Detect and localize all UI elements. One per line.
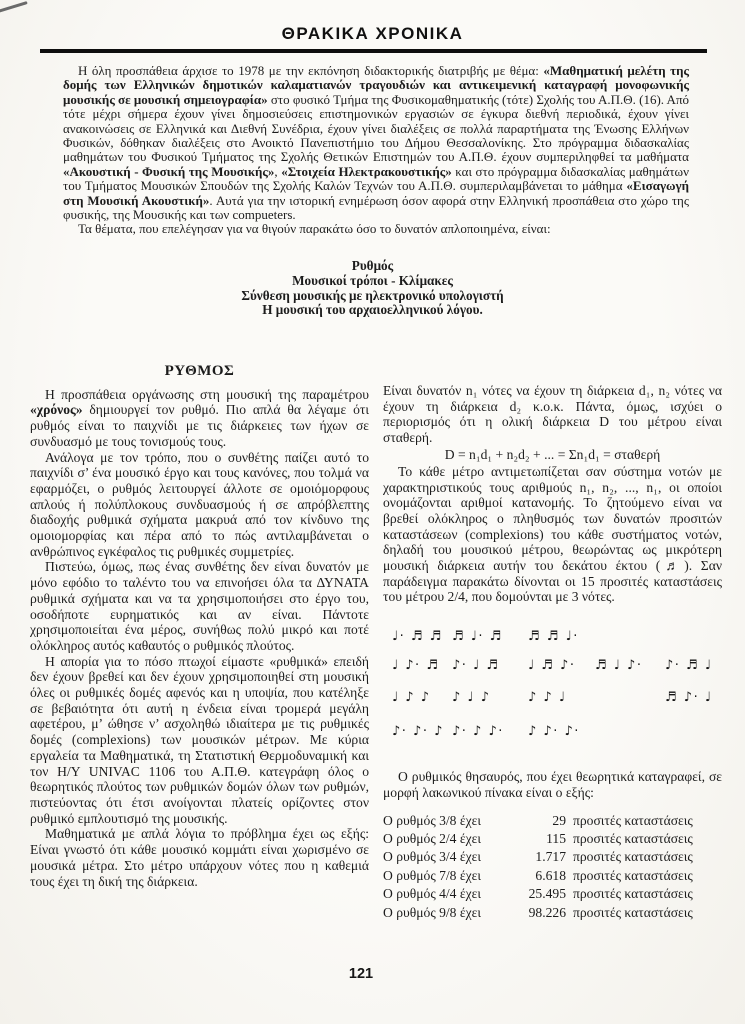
intro-text: . Αυτά για την ιστορική ενημέρωση όσον αφορά στην Ελληνική προσπάθεια στο χώρο της φυσικής, της Μουσικής και των compueters. <box>63 192 690 223</box>
left-column <box>30 360 369 922</box>
paragraph-complexions: Το κάθε μέτρο αντιμετωπίζεται σαν σύστημα νοτών με χαρακτηριστικούς τους αριθμούς n₁, n₂, ..., n₁, οι οποίοι ονομάζονται αριθμοί κατανομής. Το ζητούμενο είναι να βρεθεί ολόκληρος ο πληθυσμός των δυνατών προσιτών καταστάσεων (complexions) του κάθε συστήματος νοτών, δηλαδή του μουσικού μέτρου, θεωρώντας ως μικρότερη μουσική διάρκεια αυτήν του δεκάτου έκτου (♬). Σαν παράδειγμα παρακάτω δίνονται οι 15 προσιτές καταστάσεις του μέτρου 2/4, που δομούνται με 3 νότες. <box>383 463 722 605</box>
rhythm-suffix: προσιτές καταστάσεις <box>573 812 693 828</box>
rhythm-label: Ο ρυθμός 7/8 έχει <box>383 867 481 883</box>
theme-item: Μουσικοί τρόποι - Κλίμακες <box>292 272 453 288</box>
rhythm-label: Ο ρυθμός 4/4 έχει <box>383 886 481 902</box>
paragraph-rhythm-definition <box>30 387 369 450</box>
note-group: ♪· ♬ ♩ <box>665 658 713 674</box>
page-number: 121 <box>348 966 374 982</box>
rhythm-label: Ο ρυθμός 9/8 έχει <box>383 904 481 920</box>
paragraph-math-problem: Μαθηματικά με απλά λόγια το πρόβλημα έχει ως εξής: Είναι γνωστό ότι κάθε μουσικό κομμάτι είναι χωρισμένο σε μουσικά μέτρα. Στο μέτρο υπάρχουν νότες που η καθεμιά τους έχει τη δική της διάρκεια. <box>30 826 369 889</box>
note-group: ♩ ♪· ♬ <box>392 658 440 674</box>
thesis-title: «Μαθηματική μελέτη της δομής των Ελληνικών δημοτικών καλαματιανών τραγουδιών και αντικειμενική καταγραφή μονοφωνικής μουσικής σε μουσική σημειογραφία» <box>63 63 689 107</box>
intro-text: Η όλη προσπάθεια άρχισε το 1978 με την εκπόνηση διδακτορικής διατριβής με θέμα: <box>78 63 544 78</box>
rhythm-count: 1.717 <box>535 849 566 865</box>
note-group: ♪· ♪· ♪ <box>392 724 444 740</box>
bold-term-chronos: «χρόνος» <box>30 402 83 418</box>
rhythm-label: Ο ρυθμός 3/4 έχει <box>383 849 481 865</box>
intro-section <box>63 64 689 237</box>
rhythm-count: 6.618 <box>535 867 566 883</box>
theme-item: Ρυθμός <box>351 258 394 273</box>
paragraph-composer-game: Ανάλογα με τον τρόπο, που ο συνθέτης παίζει αυτό το παιχνίδι σ’ ένα μουσικό έργο και τους κανόνες, που τολμά να εφαρμόζει, ο ρυθμός λειτουργεί άλλοτε σε ομοιόμορφους απλούς ή πολύπλοκους συνδυασμούς ή σε απρόβλεπτης διαδοχής ρυθμικά σχήματα μακρυά από τον κίνδυνο της ομοιομορφίας και πέρα από το πώς αντιλαμβάνεται ο ανθρώπινος εγκέφαλος τις ρυθμικές συμμετρίες. <box>30 449 369 559</box>
note-group: ♬ ♩· ♬ <box>452 629 503 645</box>
rhythm-suffix: προσιτές καταστάσεις <box>573 830 693 846</box>
paragraph-composer-limits: Πιστεύω, όμως, πως ένας συνθέτης δεν είναι δυνατόν με μόνο εφόδιο το ταλέντο του να επινοήσει όλα τα ΔΥΝΑΤΑ ρυθμικά σχήματα και να τα χρησιμοποιήσει στο έργο του, οσοδήποτε ευρηματικός και αν είναι. Πάντοτε χρησιμοποιείται ένα μέρος, συνήθως πολύ μικρό και ποτέ ολόκληρος αυτός καθαυτός ο ρυθμικός πλούτος. <box>30 559 369 653</box>
body-text: Η προσπάθεια οργάνωσης στη μουσική της παραμέτρου <box>45 386 369 402</box>
rhythm-count: 29 <box>552 812 566 828</box>
body-text: δημιουργεί τον ρυθμό. Πιο απλά θα λέγαμε ότι ρυθμός είναι το παιχνίδι με τις διάρκειες των ήχων σε συνδυασμό με τους τονισμούς τους. <box>30 402 369 449</box>
rhythm-table-row <box>383 812 722 830</box>
note-group: ♩ ♬ ♪· <box>528 658 576 674</box>
rhythm-label: Ο ρυθμός 3/8 έχει <box>383 812 481 828</box>
themes-intro-paragraph: Τα θέματα, που επελέγησαν για να θιγούν παρακάτω όσο το δυνατόν απλοποιημένα, είναι: <box>78 221 551 237</box>
rhythm-table-row <box>383 904 722 922</box>
rhythm-table-row <box>383 830 722 848</box>
intro-text: στο φυσικό Τμήμα της Φυσικομαθηματικής (τότε) Σχολής του Α.Π.Θ. (16). Από τότε μέχρι σήμερα έχουν γίνει δημοσιεύσεις επιστημονικών εργασιών σε έγκυρα διεθνή περιοδικά, έχουν γίνει ανακοινώσεις σε Ελληνικά και Διεθνή Συνέδρια, έχουν γίνει διαλέξεις σε πολλά παραρτήματα της Ένωσης Ελλήνων Φυσικών, δόθηκαν διαλέξεις στο Ανοικτό Πανεπιστήμιο του Δήμου Θεσσαλονίκης. Στο πρόγραμμα διδασκαλίας μαθημάτων του Φυσικού Τμήματος της Σχολής Θετικών Επιστημών του Α.Π.Θ. έχουν συμπεριληφθεί τα μαθήματα <box>63 91 690 165</box>
note-group: ♬ ♪· ♩ <box>665 690 713 706</box>
rhythm-table-row <box>383 885 722 903</box>
rhythm-suffix: προσιτές καταστάσεις <box>573 849 693 865</box>
rhythm-table-row <box>383 867 722 885</box>
paragraph-note-durations: Είναι δυνατόν n₁ νότες να έχουν τη διάρκεια d₁, n₂ νότες να έχουν τη διάρκεια d₂ κ.ο.κ. Πάντα, όμως, ισχύει ο περιορισμός ότι η ολική διάρκεια D του μέτρου είναι σταθερή. <box>383 383 722 446</box>
note-group: ♪ ♪· ♪· <box>528 724 580 740</box>
course-title-acoustics: «Ακουστική - Φυσική της Μουσικής» <box>63 163 275 179</box>
note-group: ♩ ♪ ♪ <box>392 690 431 706</box>
note-group: ♩· ♬ ♬ <box>392 629 443 645</box>
two-column-section <box>30 360 722 922</box>
rhythm-table-row <box>383 848 722 866</box>
intro-text: και στο πρόγραμμα διδασκαλίας μαθημάτων του Τμήματος Μουσικών Σπουδών της Σχολής Καλών Τεχνών του Α.Π.Θ. συμπεριλαμβάνεται το μάθημα <box>63 163 689 194</box>
rhythm-count: 98.226 <box>528 904 566 920</box>
note-group: ♬ ♬ ♩· <box>528 629 579 645</box>
paragraph-rhythmic-poverty: Η απορία για το πόσο πτωχοί είμαστε «ρυθμικά» επειδή δεν έχουν βρεθεί και δεν έχουν χρησιμοποιηθεί στη μουσική όλες οι ρυθμικές δομές αφενός και η υποψία, που κατέληξε σε βεβαιότητα ότι αυτή η ένδεια είναι τρομερά μεγάλη αφετέρου, μ’ ώθησε ν’ ασχοληθώ ιδιαίτερα με τις ρυθμικές δομές (complexions) των μουσικών μέτρων. Με κύρια εργαλεία τα Μαθηματικά, τη Στατιστική Θερμοδυναμική και τον Η/Υ UNIVAC 1106 του Α.Π.Θ. κατεγράφη όλος ο θεωρητικός πλούτος των ρυθμικών δομών όλων των ρυθμών, πιστεύοντας ότι έτσι ανοίγονται πλατείς ορίζοντες στον ρυθμικό εμπλουτισμό της μουσικής. <box>30 653 369 826</box>
note-group: ♪ ♩ ♪ <box>452 690 491 706</box>
rhythm-count: 25.495 <box>528 886 566 902</box>
course-title-musical-acoustics: «Εισαγωγή στη Μουσική Ακουστική» <box>63 178 689 208</box>
note-group: ♪· ♪ ♪· <box>452 724 504 740</box>
rhythm-suffix: προσιτές καταστάσεις <box>573 904 693 920</box>
table-intro-paragraph: Ο ρυθμικός θησαυρός, που έχει θεωρητικά καταγραφεί, σε μορφή λακωνικού πίνακα είναι ο εξής: <box>383 769 722 800</box>
right-column <box>383 360 722 922</box>
theme-item: Η μουσική του αρχαιοελληνικού λόγου. <box>262 302 483 318</box>
rhythm-suffix: προσιτές καταστάσεις <box>573 867 693 883</box>
intro-paragraph <box>63 64 689 222</box>
rhythm-count: 115 <box>546 830 566 846</box>
duration-equation: D = n₁d₁ + n₂d₂ + ... = Σn₁d₁ = σταθερή <box>444 446 661 462</box>
rhythm-label: Ο ρυθμός 2/4 έχει <box>383 830 481 846</box>
note-group: ♪ ♪ ♩ <box>528 690 567 706</box>
music-figure <box>383 627 722 753</box>
theme-item: Σύνθεση μουσικής με ηλεκτρονικό υπολογιστή <box>241 287 504 303</box>
scan-artifact <box>0 1 28 14</box>
note-group: ♬ ♩ ♪· <box>595 658 643 674</box>
themes-list <box>0 259 745 318</box>
header-title: ΘΡΑΚΙΚΑ ΧΡΟΝΙΚΑ <box>281 24 464 43</box>
rhythm-suffix: προσιτές καταστάσεις <box>573 886 693 902</box>
rhythm-table <box>383 812 722 922</box>
header-rule <box>40 49 707 53</box>
section-heading-rythmos: ΡΥΘΜΟΣ <box>164 363 235 379</box>
intro-text: , <box>274 163 282 179</box>
note-group: ♪· ♩ ♬ <box>452 658 500 674</box>
course-title-electroacoustics: «Στοιχεία Ηλεκτρακουστικής» <box>281 163 452 179</box>
